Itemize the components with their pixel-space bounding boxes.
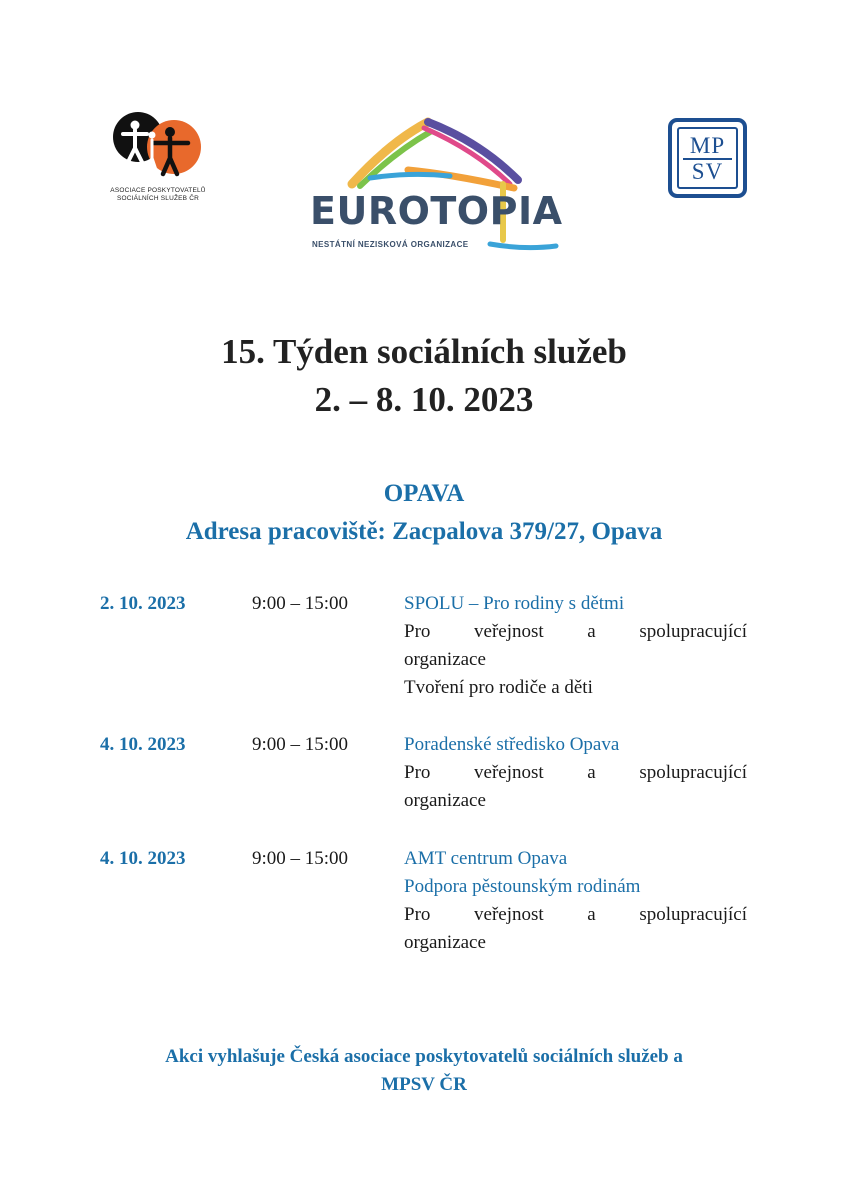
event-audience-cont: organizace [404, 932, 486, 953]
event-date: 2. 10. 2023 [100, 593, 186, 614]
event-item [100, 590, 750, 702]
mpsv-line1: MP [689, 133, 726, 158]
address-heading: Adresa pracoviště: Zacpalova 379/27, Opava [185, 518, 663, 545]
event-audience: Pro veřejnost a spolupracující [404, 904, 747, 925]
apss-caption [108, 187, 208, 203]
footer-line2: MPSV ČR [381, 1074, 467, 1095]
event-audience-cont: organizace [404, 790, 486, 811]
mpsv-logo [668, 118, 747, 198]
footer-note [0, 1043, 848, 1099]
event-audience: Pro veřejnost a spolupracující [404, 621, 747, 642]
apss-logo [108, 110, 208, 203]
event-description [404, 845, 747, 957]
event-description [404, 590, 747, 702]
event-name: SPOLU – Pro rodiny s dětmi [404, 593, 625, 614]
apss-caption-line1: ASOCIACE POSKYTOVATELŮ [110, 187, 206, 194]
event-date: 4. 10. 2023 [100, 848, 186, 869]
event-name: AMT centrum Opava [404, 848, 568, 869]
event-description [404, 731, 747, 815]
event-time: 9:00 – 15:00 [252, 848, 349, 869]
eurotopia-subtitle: NESTÁTNÍ NEZISKOVÁ ORGANIZACE [312, 240, 469, 249]
apss-caption-line2: SOCIÁLNÍCH SLUŽEB ČR [116, 195, 200, 202]
city-heading: OPAVA [383, 480, 465, 507]
eurotopia-wordmark: EUROTOPIA [310, 189, 563, 233]
page-date-range: 2. – 8. 10. 2023 [314, 380, 534, 419]
event-audience: Pro veřejnost a spolupracující [404, 762, 747, 783]
event-audience-cont: organizace [404, 649, 486, 670]
eurotopia-logo [300, 112, 570, 262]
footer-line1: Akci vyhlašuje Česká asociace poskytovatelů sociálních služeb a [165, 1046, 683, 1067]
event-item [100, 845, 750, 957]
people-figures-logo-icon [108, 110, 208, 180]
event-subname: Podpora pěstounským rodinám [404, 876, 641, 897]
event-time: 9:00 – 15:00 [252, 734, 349, 755]
event-time: 9:00 – 15:00 [252, 593, 349, 614]
event-item [100, 731, 750, 815]
event-extra: Tvoření pro rodiče a děti [404, 677, 593, 698]
event-date: 4. 10. 2023 [100, 734, 186, 755]
event-name: Poradenské středisko Opava [404, 734, 620, 755]
mpsv-line2: SV [691, 159, 724, 184]
page-title: 15. Týden sociálních služeb [221, 332, 627, 371]
mpsv-logo-frame [677, 127, 738, 189]
